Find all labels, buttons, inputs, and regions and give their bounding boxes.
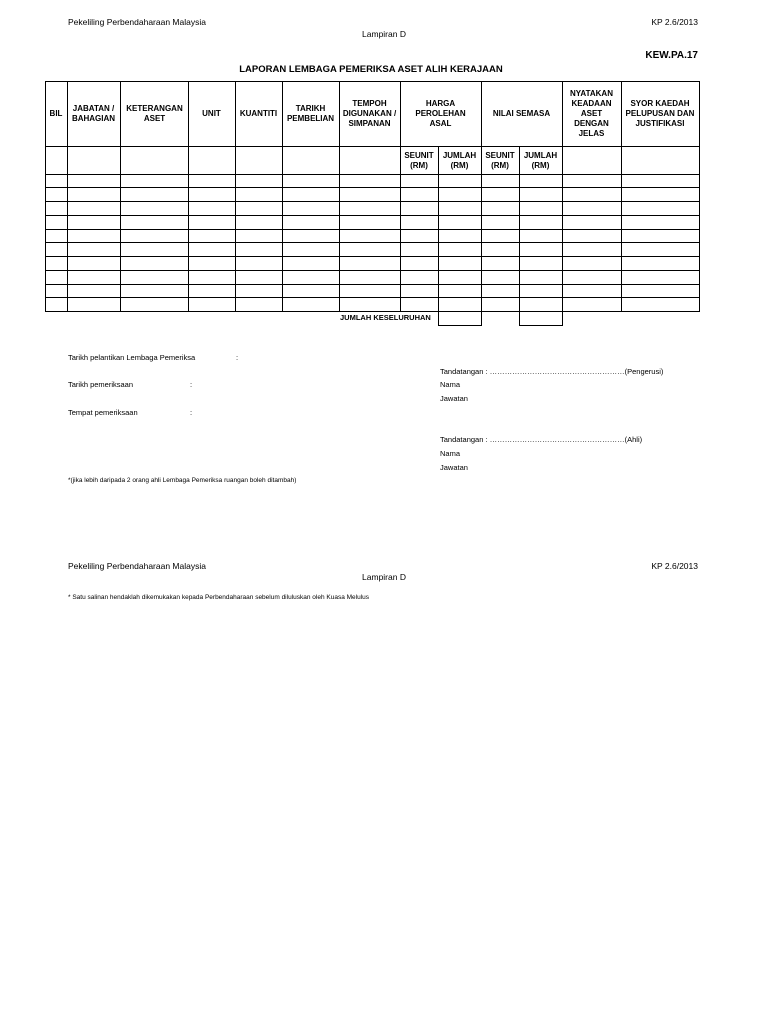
col-keterangan: KETERANGAN ASET [126,103,183,123]
colon: : [236,353,239,362]
page-title: LAPORAN LEMBAGA PEMERIKSA ASET ALIH KERAJAAN [239,64,503,75]
col-bil: BIL [49,108,63,118]
col-jumlah-nilai: JUMLAH (RM) [523,150,558,170]
signature-jawatan: Jawatan [440,463,468,472]
jumlah-keseluruhan-label: JUMLAH KESELURUHAN [340,313,431,322]
col-jabatan: JABATAN / BAHAGIAN [71,103,116,123]
signature-jawatan: Jawatan [440,394,468,403]
signature-line-pengerusi: Tandatangan : ………………………………………………(Pengerusi) [440,367,664,376]
page2-lampiran-label: Lampiran D [362,572,406,582]
signature-nama: Nama [440,380,461,389]
colon: : [190,380,193,389]
col-unit: UNIT [202,108,221,118]
col-harga: HARGA PEROLEHAN ASAL [415,98,466,128]
col-tempoh: TEMPOH DIGUNAKAN / SIMPANAN [342,98,397,128]
signature-line-ahli: Tandatangan : ………………………………………………(Ahli) [440,435,643,444]
col-tarikh: TARIKH PEMBELIAN [286,103,335,123]
footnote: *(jika lebih daripada 2 orang ahli Lembaga Pemeriksa ruangan boleh ditambah) [68,477,297,484]
page2-header-right: KP 2.6/2013 [651,561,698,571]
col-kuantiti: KUANTITI [239,108,278,118]
page2-header-left: Pekeliling Perbendaharaan Malaysia [68,561,206,571]
col-seunit-harga: SEUNIT (RM) [404,150,434,170]
colon: : [190,408,193,417]
col-seunit-nilai: SEUNIT (RM) [485,150,515,170]
page2-note: * Satu salinan hendaklah dikemukakan kepada Perbendaharaan sebelum diluluskan oleh Kuasa Melulus [68,594,370,601]
col-nilai: NILAI SEMASA [492,108,551,118]
signature-nama: Nama [440,449,461,458]
header-left: Pekeliling Perbendaharaan Malaysia [68,17,206,27]
tarikh-pelantikan-label: Tarikh pelantikan Lembaga Pemeriksa [68,353,196,362]
col-nyatakan: NYATAKAN KEADAAN ASET DENGAN JELAS [570,88,613,138]
tarikh-pemeriksaan-label: Tarikh pemeriksaan [68,380,134,389]
col-syor: SYOR KAEDAH PELUPUSAN DAN JUSTIFIKASI [625,98,695,128]
tempat-pemeriksaan-label: Tempat pemeriksaan [68,408,138,417]
lampiran-label: Lampiran D [362,29,406,39]
asset-table [0,0,768,340]
header-right: KP 2.6/2013 [651,17,698,27]
col-jumlah-harga: JUMLAH (RM) [442,150,477,170]
form-code: KEW.PA.17 [645,50,698,61]
